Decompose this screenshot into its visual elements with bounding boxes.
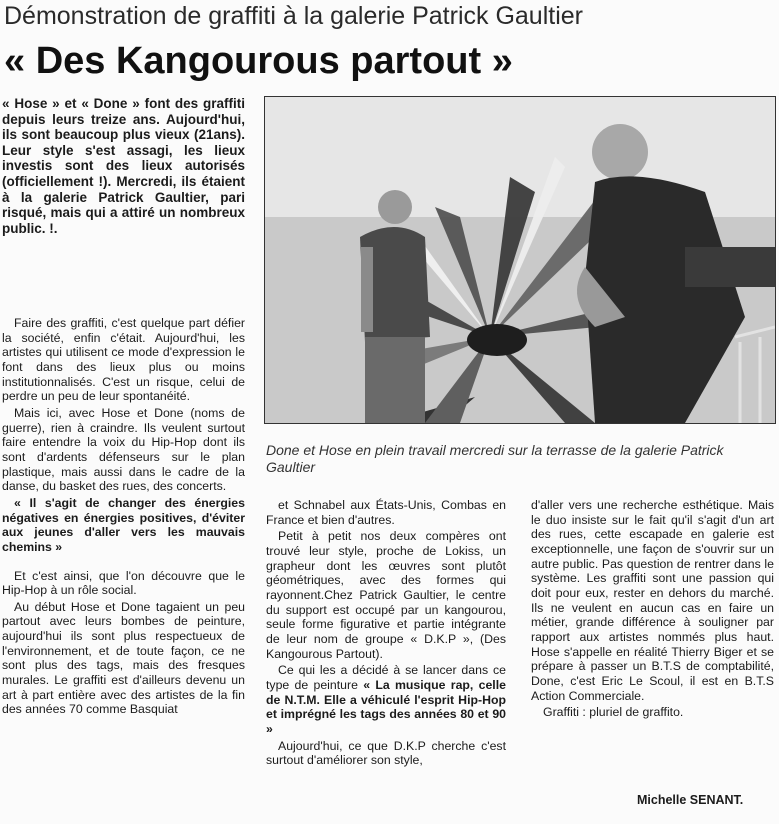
paragraph: Faire des graffiti, c'est quelque part défier la société, enfin c'était. Aujourd'hui, les artistes qui utilisent ce mode d'expression le font dans des lieux plus ou moins institutionnalisés. C'est un risque, celui de perdre un peu de leur spontanéité. (2, 316, 245, 404)
author-signature: Michelle SENANT. (637, 793, 744, 807)
paragraph: Mais ici, avec Hose et Done (noms de guerre), rien à craindre. Ils veulent surtout faire entendre la voix du Hip-Hop dont ils sont d'ardents défenseurs sur le plan plastique, mais aussi dans le cadre de la danse, du basket des rues, des concerts. (2, 405, 245, 494)
paragraph: Au début Hose et Done tagaient un peu partout avec leurs bombes de peinture, aujourd'hui ils sont plus respectueux de l'environnement, et de toute façon, ce ne sont plus des tags, mais des fresques murales. Le graffiti est d'ailleurs devenu un art à part entière avec des artistes de la fin des années 70 comme Basquiat (2, 599, 245, 717)
pull-quote: « Il s'agit de changer des énergies négatives en énergies positives, d'éviter aux jeunes d'aller vers les mauvais chemins » (2, 495, 245, 554)
article-kicker: Démonstration de graffiti à la galerie Patrick Gaultier (4, 2, 583, 30)
photo-caption: Done et Hose en plein travail mercredi sur la terrasse de la galerie Patrick Gaultier (266, 442, 724, 475)
paragraph: Et c'est ainsi, que l'on découvre que le Hip-Hop à un rôle social. (2, 568, 245, 598)
paragraph: Graffiti : pluriel de graffito. (543, 705, 684, 720)
paragraph: Aujourd'hui, ce que D.K.P cherche c'est surtout d'améliorer son style, (266, 738, 506, 768)
article-column-1 (2, 316, 245, 719)
article-column-2 (266, 498, 506, 770)
paragraph: Petit à petit nos deux compères ont trouvé leur style, proche de Lokiss, un grapheur dont les œuvres sont plutôt géométriques, avec des formes qui rayonnent.Chez Patrick Gaultier, le centre du support est occupé par un kangourou, seule forme figurative et partie intégrante de leur nom de groupe « D.K.P », (Des Kangourous Partout). (266, 529, 506, 661)
paragraph: et Schnabel aux États-Unis, Combas en France et bien d'autres. (266, 498, 506, 527)
paragraph (266, 663, 506, 736)
paragraph-text: Ce qui les a décidé à se lancer dans ce type de peinture (266, 663, 506, 692)
article-headline: « Des Kangourous partout » (4, 40, 513, 82)
article-column-3 (531, 498, 774, 722)
inline-quote: « La musique rap, celle de N.T.M. Elle a véhiculé l'esprit Hip-Hop et imprégné les tags des années 80 et 90 » (266, 677, 506, 736)
photo-illustration (265, 97, 775, 423)
article-photo (264, 96, 776, 424)
article-lead: « Hose » et « Done » font des graffiti depuis leurs treize ans. Aujourd'hui, ils sont beaucoup plus vieux (21ans). Leur style s'est assagi, les lieux investis sont des lieux autorisés (officiellement !). Mercredi, ils étaient à la galerie Patrick Gaultier, pari risqué, mais qui a attiré un nombreux public. !. (2, 96, 245, 236)
paragraph: d'aller vers une recherche esthétique. Mais le duo insiste sur le fait qu'il s'agit d'un art des rues, cette escapade en galerie est exceptionnelle, une façon de s'ouvrir sur un autre public. Pas question de rentrer dans le système. Les graffiti sont une passion qui doit pour eux, rester en dehors du marché. Ils ne veulent en aucun cas en faire un métier, grande différence à souligner par rapport aux artistes nommés plus haut. Hose s'appelle en réalité Thierry Biger et se prépare à passer un B.T.S de comptabilité, Done, c'est Eric Le Scoul, il est en B.T.S Action Commerciale. (531, 498, 774, 703)
